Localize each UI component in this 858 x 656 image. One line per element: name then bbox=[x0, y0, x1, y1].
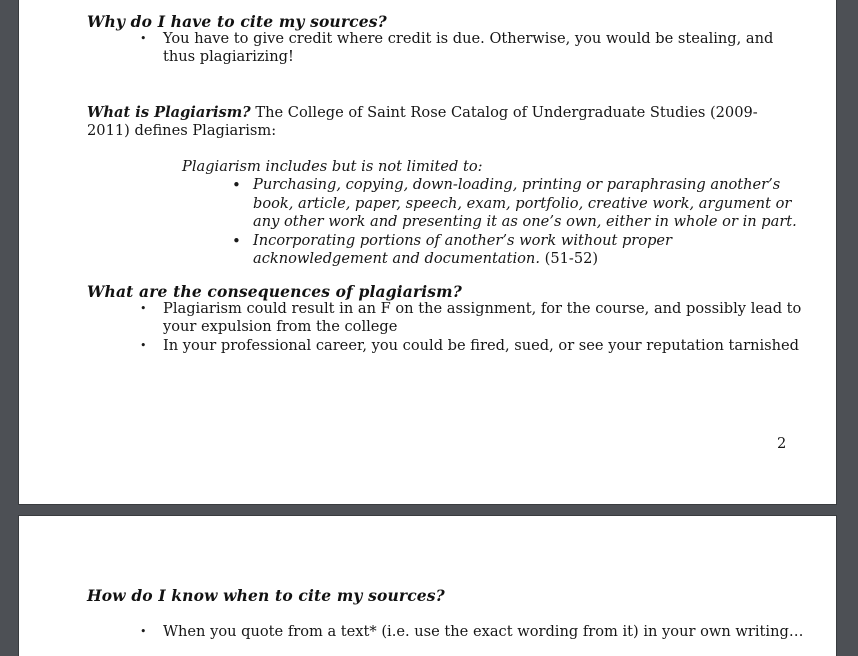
bullet-list-consequences bbox=[140, 300, 805, 355]
bullet-text: Plagiarism could result in an F on the assignment, for the course, and possibly lead to your expulsion from the college bbox=[163, 300, 802, 336]
list-item bbox=[140, 30, 785, 67]
heading-why-cite-sources: Why do I have to cite my sources? bbox=[87, 12, 387, 31]
paragraph-text: The College of Saint Rose Catalog of Undergraduate Studies (2009-2011) defines Plagiarism: bbox=[87, 104, 758, 140]
document-page-3 bbox=[19, 516, 836, 656]
bullet-list-how-do-i-know bbox=[140, 623, 805, 641]
paragraph-what-is-plagiarism bbox=[87, 104, 789, 141]
bullet-marker-icon bbox=[232, 176, 246, 196]
bullet-rest: from a text* (i.e. use the exact wording from it) in your own writing… bbox=[283, 623, 804, 640]
heading-how-do-i-know-when-to-cite: How do I know when to cite my sources? bbox=[87, 586, 445, 605]
bullet-bold-term: quote bbox=[241, 623, 284, 640]
bullet-marker-icon bbox=[140, 30, 154, 48]
list-item bbox=[232, 232, 802, 269]
bullet-tail: ! bbox=[287, 48, 294, 66]
blockquote-bullet-text: Incorporating portions of another’s work without proper acknowledgement and documentation. bbox=[253, 231, 673, 268]
bullet-list-why-cite bbox=[140, 30, 785, 67]
blockquote-intro: Plagiarism includes but is not limited to: bbox=[182, 158, 483, 175]
bullet-emphasis: You have to give credit where credit is due. bbox=[163, 30, 485, 47]
bullet-marker-icon bbox=[140, 623, 154, 641]
list-item bbox=[140, 337, 805, 355]
blockquote-plagiarism-definition bbox=[182, 158, 802, 268]
list-item bbox=[140, 300, 805, 337]
bullet-marker-icon bbox=[232, 232, 246, 252]
bullet-rest: Otherwise, you would be stealing, and thus bbox=[163, 30, 774, 66]
list-item bbox=[232, 176, 802, 231]
link-plagiarizing[interactable]: plagiarizing bbox=[199, 48, 288, 66]
citation-page-range: (51-52) bbox=[544, 250, 599, 268]
blockquote-bullet-list bbox=[182, 176, 802, 268]
bullet-lead: When you bbox=[163, 623, 242, 640]
heading-consequences-of-plagiarism: What are the consequences of plagiarism? bbox=[87, 282, 462, 301]
heading-what-is-plagiarism: What is Plagiarism? bbox=[87, 104, 251, 121]
page-number: 2 bbox=[777, 435, 787, 452]
bullet-marker-icon bbox=[140, 300, 154, 318]
bullet-marker-icon bbox=[140, 337, 154, 355]
document-page-1 bbox=[19, 0, 836, 504]
blockquote-bullet-text: Purchasing, copying, down-loading, printing or paraphrasing another’s book, article, paper, speech, exam, portfolio, creative work, argument or any other work and presenting it as one’s own, either in whole or in part. bbox=[253, 176, 797, 231]
bullet-text: In your professional career, you could be fired, sued, or see your reputation tarnished bbox=[163, 336, 800, 354]
list-item bbox=[140, 623, 805, 641]
